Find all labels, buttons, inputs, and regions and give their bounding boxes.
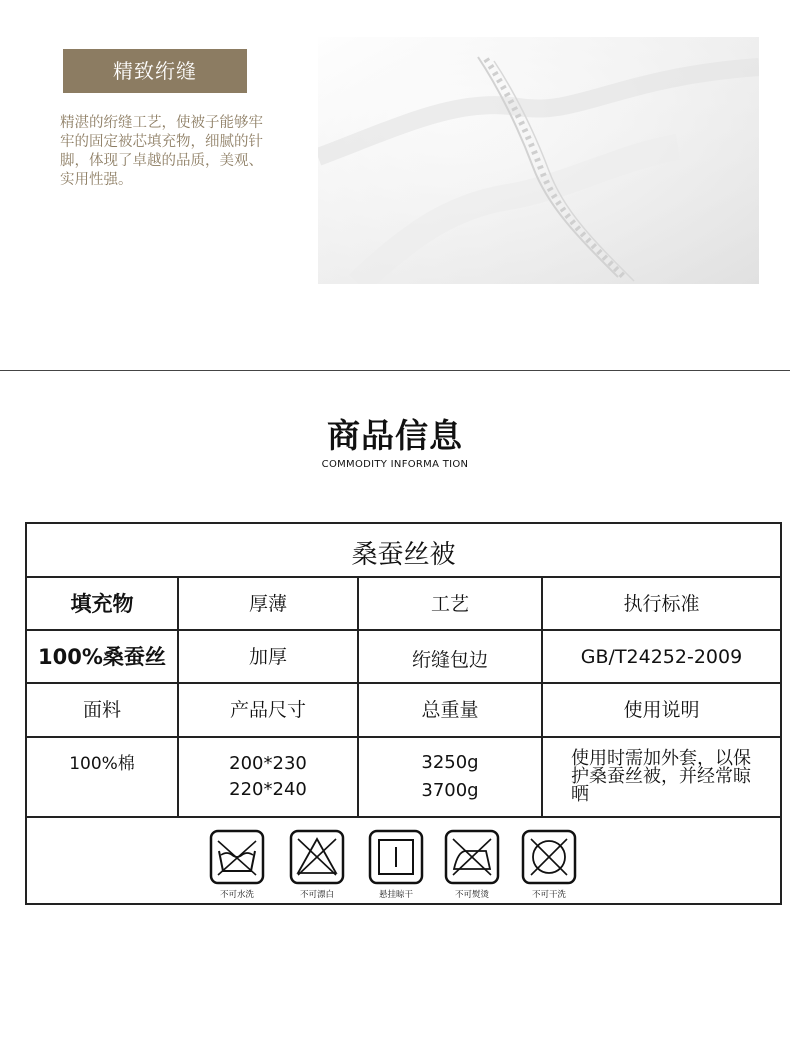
section-subtitle: COMMODITY INFORMA TION xyxy=(321,459,469,470)
no-iron-icon xyxy=(444,829,500,885)
value-thickness: 加厚 xyxy=(248,645,287,668)
value-usage: 使用时需加外套，以保护桑蚕丝被，并经常晾晒 xyxy=(571,748,751,805)
section-divider xyxy=(0,370,790,371)
care-item-no-iron xyxy=(444,829,500,900)
hang-dry-icon xyxy=(368,829,424,885)
value-standard: GB/T24252-2009 xyxy=(580,645,743,668)
header-thickness: 厚薄 xyxy=(248,592,287,615)
weight-line: 3250g xyxy=(421,752,479,773)
row-divider xyxy=(27,816,780,818)
value-filling: 100%桑蚕丝 xyxy=(38,644,166,669)
fabric-photo xyxy=(318,37,759,284)
header-weight: 总重量 xyxy=(421,699,479,721)
care-item-no-dry-clean xyxy=(521,829,577,900)
section-title: 商品信息 xyxy=(327,416,463,455)
care-label: 不可漂白 xyxy=(299,890,334,900)
size-line: 220*240 xyxy=(229,779,307,800)
header-filling: 填充物 xyxy=(70,591,134,616)
care-label: 悬挂晾干 xyxy=(378,890,413,900)
header-standard: 执行标准 xyxy=(623,592,700,615)
spec-table xyxy=(25,522,782,905)
weight-line: 3700g xyxy=(421,780,479,801)
value-fabric: 100%棉 xyxy=(69,754,135,774)
product-name: 桑蚕丝被 xyxy=(351,540,456,570)
no-dry-clean-icon xyxy=(521,829,577,885)
header-craft: 工艺 xyxy=(430,592,469,615)
care-item-hang-dry xyxy=(368,829,424,900)
header-usage: 使用说明 xyxy=(623,699,700,721)
care-label: 不可水洗 xyxy=(219,890,254,900)
no-bleach-icon xyxy=(289,829,345,885)
care-label: 不可熨烫 xyxy=(454,890,489,900)
stitching-description: 精湛的绗缝工艺，使被子能够牢牢的固定被芯填充物，细腻的针脚，体现了卓越的品质，美观、实用性强。 xyxy=(60,115,263,188)
care-item-no-bleach xyxy=(289,829,345,900)
value-craft: 绗缝包边 xyxy=(411,648,488,671)
lace-detail-image xyxy=(318,37,759,284)
care-label: 不可干洗 xyxy=(531,890,566,900)
value-weights xyxy=(359,738,541,816)
value-sizes xyxy=(179,738,357,816)
care-item-no-wash xyxy=(209,829,265,900)
product-name-row xyxy=(27,524,780,578)
header-fabric: 面料 xyxy=(82,699,121,721)
stitching-badge: 精致绗缝 xyxy=(63,49,247,93)
header-size: 产品尺寸 xyxy=(229,699,306,721)
size-line: 200*230 xyxy=(229,753,307,774)
no-wash-icon xyxy=(209,829,265,885)
